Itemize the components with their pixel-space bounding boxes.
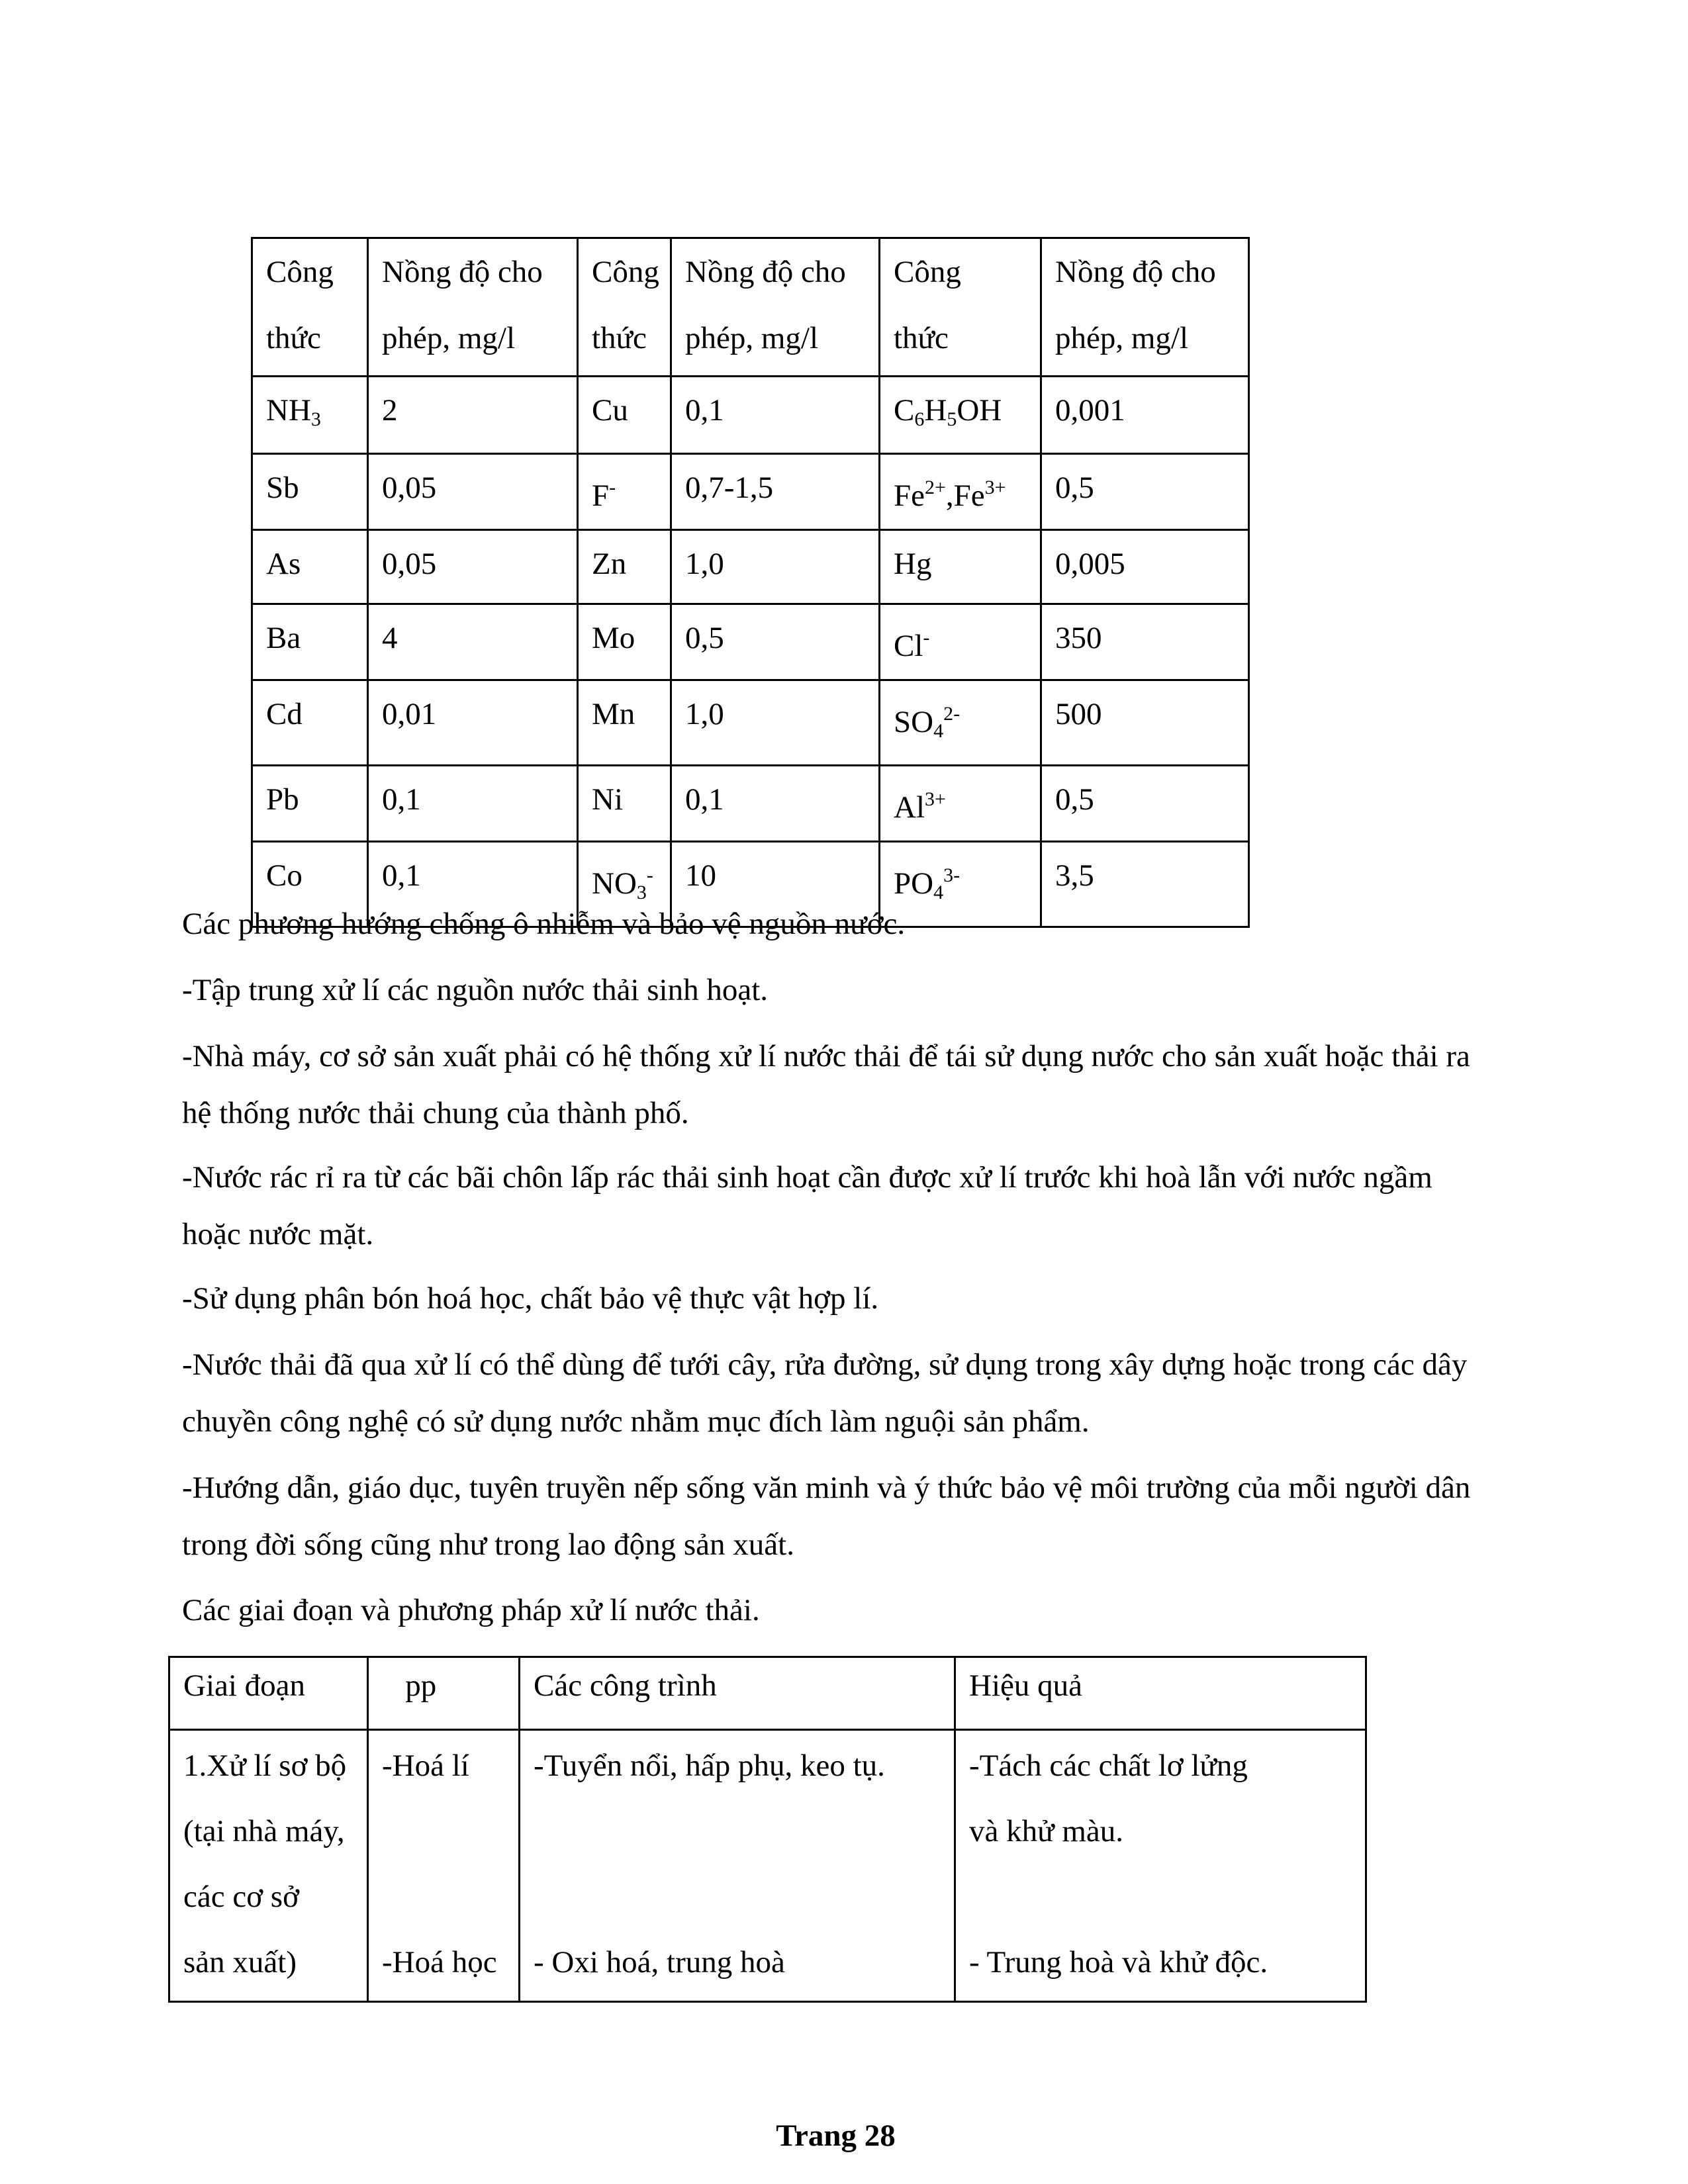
- cell-line: sản xuất): [183, 1945, 297, 1979]
- header-line: Công: [592, 255, 659, 289]
- concentration-cell: 0,7-1,5: [671, 454, 880, 530]
- paragraph: [182, 1336, 1467, 1450]
- cell-line: 1.Xử lí sơ bộ: [183, 1749, 347, 1783]
- paragraph-line: -Sử dụng phân bón hoá học, chất bảo vệ thực vật hợp lí.: [182, 1281, 879, 1316]
- formula-cell: [578, 377, 671, 454]
- formula-part: OH: [957, 393, 1002, 428]
- body-cell: [520, 1730, 955, 2002]
- header-cell: [578, 238, 671, 377]
- table-row: [252, 377, 1249, 454]
- concentration-cell: 1,0: [671, 680, 880, 766]
- formula-cell: [252, 680, 368, 766]
- formula-part: Zn: [592, 547, 627, 581]
- formula-part: 3: [310, 408, 321, 430]
- permissible-concentration-table: [251, 237, 1250, 928]
- cell-line: -Hoá lí: [382, 1749, 469, 1783]
- header-line: Công: [266, 255, 334, 289]
- formula-cell: [578, 454, 671, 530]
- concentration-cell: 0,1: [368, 766, 578, 842]
- table-row: [252, 680, 1249, 766]
- header-line: Nồng độ cho: [1055, 255, 1216, 289]
- paragraph-line: -Tập trung xử lí các nguồn nước thải sinh hoạt.: [182, 973, 769, 1007]
- concentration-cell: 0,01: [368, 680, 578, 766]
- paragraph: [182, 1459, 1470, 1573]
- concentration-cell: 0,1: [368, 842, 578, 927]
- cell-line: -Tuyển nổi, hấp phụ, keo tụ.: [534, 1749, 885, 1783]
- concentration-cell: 3,5: [1041, 842, 1249, 927]
- concentration-cell: 10: [671, 842, 880, 927]
- concentration-cell: 0,5: [671, 604, 880, 680]
- header-line: Công: [894, 255, 961, 289]
- header-line: thức: [894, 321, 949, 355]
- formula-part: 5: [947, 408, 957, 430]
- table-header-row: [252, 238, 1249, 377]
- concentration-cell: 4: [368, 604, 578, 680]
- formula-part: Cl: [894, 629, 923, 663]
- formula-cell: [578, 530, 671, 604]
- table-row: [252, 766, 1249, 842]
- cell-line: [969, 1864, 1365, 1930]
- header-line: phép, mg/l: [685, 321, 819, 355]
- cell-line: - Trung hoà và khử độc.: [969, 1945, 1268, 1979]
- cell-line: các cơ sở: [183, 1880, 299, 1914]
- formula-part: Mn: [592, 697, 635, 731]
- formula-cell: [578, 604, 671, 680]
- paragraph-line: Các phương hướng chống ô nhiễm và bảo vệ nguồn nước.: [182, 907, 906, 941]
- wastewater-treatment-table: [168, 1656, 1367, 2003]
- formula-part: Ba: [266, 621, 301, 655]
- formula-part: As: [266, 547, 301, 581]
- formula-cell: [252, 377, 368, 454]
- formula-part: 3-: [943, 864, 961, 886]
- header-cell: [880, 238, 1041, 377]
- header-line: Nồng độ cho: [382, 255, 543, 289]
- paragraph-line: -Hướng dẫn, giáo dục, tuyên truyền nếp sống văn minh và ý thức bảo vệ môi trường của mỗi người dân: [182, 1471, 1471, 1505]
- concentration-cell: 0,05: [368, 454, 578, 530]
- concentration-cell: 0,001: [1041, 377, 1249, 454]
- formula-part: -: [609, 477, 616, 498]
- body-cell: [368, 1730, 520, 2002]
- formula-part: -: [923, 627, 930, 649]
- header-line: phép, mg/l: [382, 321, 516, 355]
- paragraph: [182, 1582, 760, 1639]
- cell-line: [534, 1799, 954, 1864]
- table-row: [169, 1730, 1366, 2002]
- formula-part: Al: [894, 790, 925, 825]
- formula-cell: [880, 454, 1041, 530]
- table-row: [252, 530, 1249, 604]
- formula-part: 2-: [943, 703, 961, 725]
- body-cell: [169, 1730, 368, 2002]
- header-line: thức: [592, 321, 647, 355]
- header-line: phép, mg/l: [1055, 321, 1189, 355]
- page-number: Trang 28: [776, 2118, 896, 2153]
- header-cell: [252, 238, 368, 377]
- paragraph-line: hoặc nước mặt.: [182, 1217, 374, 1251]
- header-cell: Các công trình: [520, 1657, 955, 1730]
- concentration-cell: 500: [1041, 680, 1249, 766]
- concentration-cell: 350: [1041, 604, 1249, 680]
- formula-part: Hg: [894, 547, 932, 581]
- header-line: Nồng độ cho: [685, 255, 846, 289]
- header-cell: [671, 238, 880, 377]
- formula-cell: [252, 530, 368, 604]
- concentration-cell: 0,005: [1041, 530, 1249, 604]
- formula-part: 3+: [925, 788, 946, 810]
- header-cell: [1041, 238, 1249, 377]
- formula-part: F: [592, 478, 610, 513]
- formula-part: 4: [933, 720, 944, 742]
- paragraph: [182, 1270, 878, 1327]
- formula-part: C: [894, 393, 915, 428]
- paragraph-line: -Nước rác rỉ ra từ các bãi chôn lấp rác thải sinh hoạt cần được xử lí trước khi hoà lẫn với nước ngầm: [182, 1160, 1432, 1195]
- formula-part: Sb: [266, 471, 299, 505]
- formula-cell: [880, 604, 1041, 680]
- formula-part: Co: [266, 858, 303, 893]
- concentration-cell: 0,1: [671, 766, 880, 842]
- paragraph-line: -Nhà máy, cơ sở sản xuất phải có hệ thống xử lí nước thải để tái sử dụng nước cho sản xuất hoặc thải ra: [182, 1039, 1470, 1073]
- paragraph-line: chuyền công nghệ có sử dụng nước nhằm mục đích làm nguội sản phẩm.: [182, 1404, 1090, 1439]
- formula-part: ,Fe: [945, 478, 985, 513]
- formula-part: -: [646, 864, 653, 886]
- cell-line: (tại nhà máy,: [183, 1814, 345, 1848]
- header-line: thức: [266, 321, 321, 355]
- cell-line: -Hoá học: [382, 1945, 497, 1979]
- formula-cell: [578, 766, 671, 842]
- formula-part: 2+: [925, 477, 946, 498]
- formula-part: 3: [636, 882, 647, 903]
- cell-line: -Tách các chất lơ lửng: [969, 1749, 1248, 1783]
- paragraph: [182, 1028, 1470, 1142]
- cell-line: - Oxi hoá, trung hoà: [534, 1945, 785, 1979]
- table-row: [252, 454, 1249, 530]
- paragraph-line: trong đời sống cũng như trong lao động sản xuất.: [182, 1527, 794, 1562]
- concentration-cell: 0,5: [1041, 766, 1249, 842]
- paragraph: [182, 1149, 1432, 1263]
- concentration-cell: 0,05: [368, 530, 578, 604]
- table-header-row: [169, 1657, 1366, 1730]
- cell-line: [382, 1799, 518, 1864]
- formula-part: H: [924, 393, 947, 428]
- formula-part: Cd: [266, 697, 303, 731]
- concentration-cell: 1,0: [671, 530, 880, 604]
- formula-cell: [252, 454, 368, 530]
- header-cell: [368, 238, 578, 377]
- formula-part: 6: [914, 408, 925, 430]
- formula-cell: [880, 766, 1041, 842]
- paragraph-line: -Nước thải đã qua xử lí có thể dùng để tưới cây, rửa đường, sử dụng trong xây dựng hoặc trong các dây: [182, 1347, 1468, 1382]
- paragraph-line: Các giai đoạn và phương pháp xử lí nước thải.: [182, 1593, 760, 1627]
- formula-part: NO: [592, 866, 637, 901]
- header-cell: Hiệu quả: [955, 1657, 1366, 1730]
- formula-part: Ni: [592, 782, 623, 817]
- cell-line: và khử màu.: [969, 1814, 1124, 1848]
- formula-part: SO: [894, 705, 934, 739]
- concentration-cell: 0,5: [1041, 454, 1249, 530]
- formula-part: NH: [266, 393, 311, 428]
- formula-part: Fe: [894, 478, 925, 513]
- body-cell: [955, 1730, 1366, 2002]
- formula-cell: [880, 530, 1041, 604]
- formula-part: PO: [894, 866, 934, 901]
- formula-cell: [252, 604, 368, 680]
- formula-part: 4: [933, 882, 944, 903]
- paragraph: [182, 962, 768, 1019]
- paragraph-line: hệ thống nước thải chung của thành phố.: [182, 1096, 689, 1130]
- formula-cell: [252, 766, 368, 842]
- formula-part: Pb: [266, 782, 299, 817]
- paragraph: [182, 895, 905, 952]
- table-row: [252, 604, 1249, 680]
- concentration-cell: 0,1: [671, 377, 880, 454]
- header-cell: Giai đoạn: [169, 1657, 368, 1730]
- formula-part: 3+: [984, 477, 1006, 498]
- formula-cell: [880, 377, 1041, 454]
- concentration-cell: 2: [368, 377, 578, 454]
- formula-cell: [880, 680, 1041, 766]
- cell-line: [382, 1864, 518, 1930]
- formula-part: Mo: [592, 621, 635, 655]
- formula-cell: [578, 680, 671, 766]
- formula-part: Cu: [592, 393, 628, 428]
- header-cell: pp: [368, 1657, 520, 1730]
- cell-line: [534, 1864, 954, 1930]
